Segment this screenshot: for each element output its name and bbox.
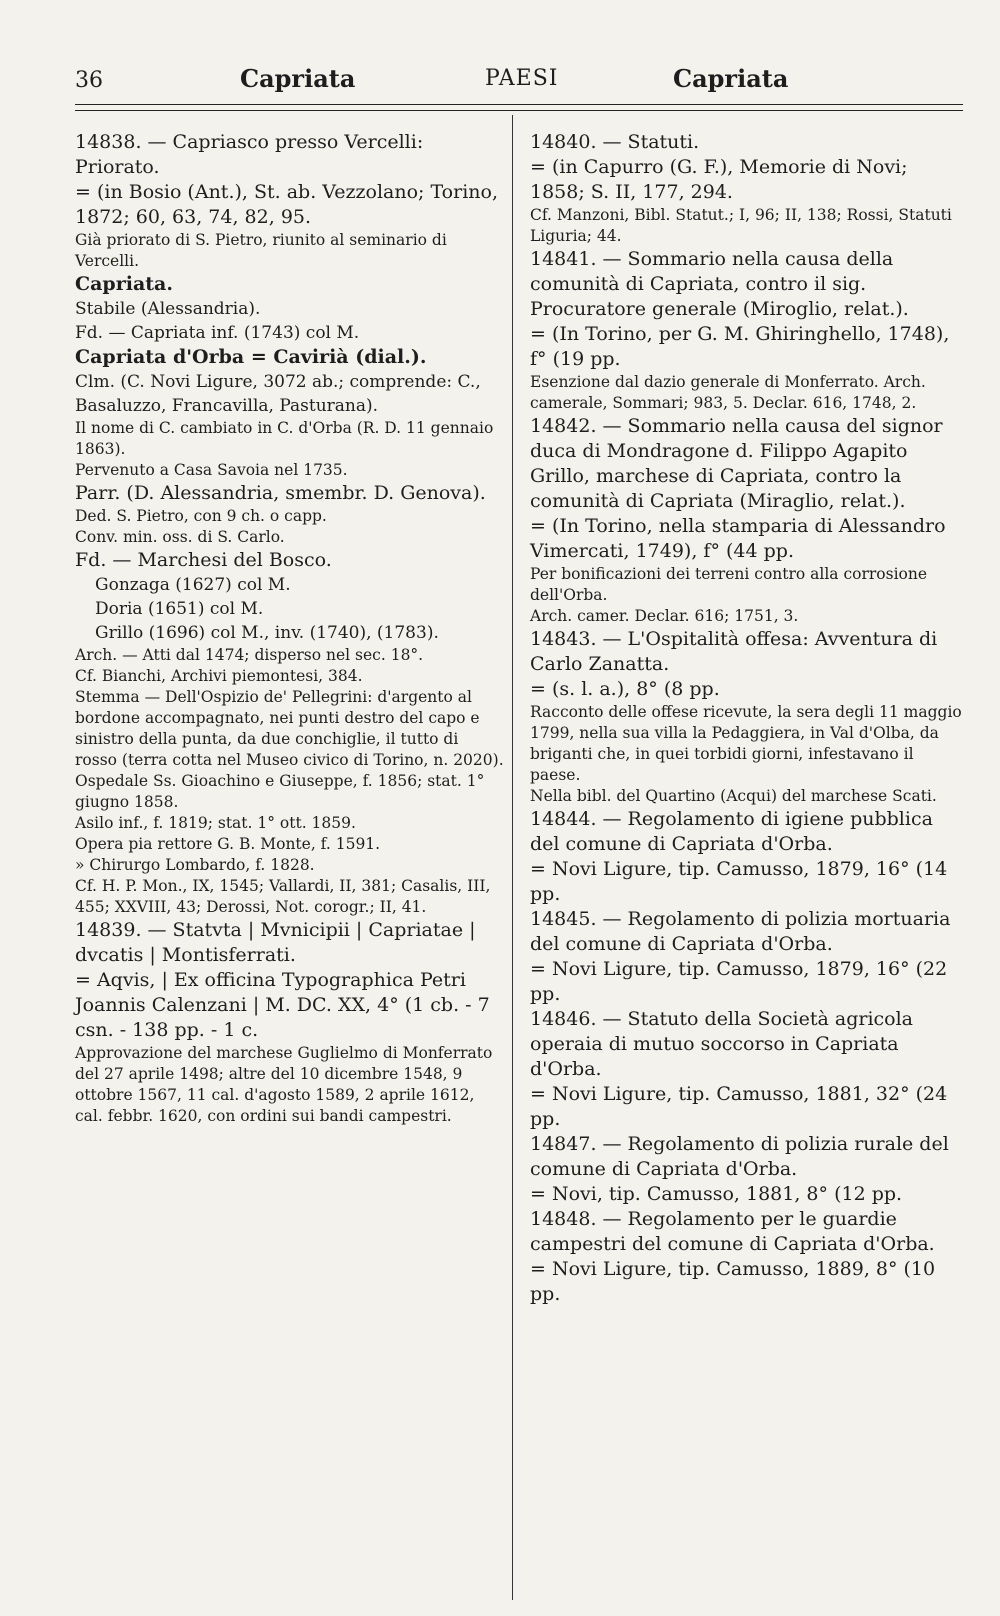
right-column-entry: 14848. — Regolamento per le guardie campestri del comune di Capriata d'Orba. <box>530 1208 935 1255</box>
left-column-entry: Ded. S. Pietro, con 9 ch. o capp. <box>75 507 327 525</box>
right-column-entry: = (in Capurro (G. F.), Memorie di Novi; 1858; S. II, 177, 294. <box>530 156 908 203</box>
right-column-entry: Nella bibl. del Quartino (Acqui) del marchese Scati. <box>530 787 937 805</box>
right-column-entry: Arch. camer. Declar. 616; 1751, 3. <box>530 607 799 625</box>
page-number: 36 <box>75 68 103 93</box>
left-column-entry: Pervenuto a Casa Savoia nel 1735. <box>75 461 348 479</box>
left-column-entry: Stabile (Alessandria). <box>75 299 261 319</box>
left-column-entry: Asilo inf., f. 1819; stat. 1° ott. 1859. <box>75 814 356 832</box>
left-column-entry: Conv. min. oss. di S. Carlo. <box>75 528 285 546</box>
right-column-entry: 14845. — Regolamento di polizia mortuaria del comune di Capriata d'Orba. <box>530 908 951 955</box>
left-column-entry: Opera pia rettore G. B. Monte, f. 1591. <box>75 835 381 853</box>
running-title-center: PAESI <box>485 66 559 91</box>
left-column-entry: 14839. — Statvta | Mvnicipii | Capriatae | dvcatis | Montisferrati. <box>75 919 476 966</box>
left-column-entry: Stemma — Dell'Ospizio de' Pellegrini: d'argento al bordone accompagnato, nei punti destro del capo e sinistro della punta, da due conchiglie, il tutto di rosso (terra cotta nel Museo civico di Torino, n. 2020). <box>75 688 504 769</box>
right-column-entry: = (s. l. a.), 8° (8 pp. <box>530 678 720 700</box>
left-column-entry: Il nome di C. cambiato in C. d'Orba (R. D. 11 gennaio 1863). <box>75 419 494 458</box>
left-column-entry: Capriata. <box>75 273 173 295</box>
running-title-right: Capriata <box>673 64 789 93</box>
left-column <box>75 130 505 1127</box>
right-column-entry: Per bonificazioni dei terreni contro alla corrosione dell'Orba. <box>530 565 928 604</box>
right-column <box>530 130 962 1307</box>
right-column-entry: = (In Torino, nella stamparia di Alessandro Vimercati, 1749), f° (44 pp. <box>530 515 946 562</box>
column-divider <box>512 115 513 1600</box>
left-column-entry: Clm. (C. Novi Ligure, 3072 ab.; comprende: C., Basaluzzo, Francavilla, Pasturana). <box>75 372 481 416</box>
running-title-left: Capriata <box>240 64 356 93</box>
right-column-entry: = Novi, tip. Camusso, 1881, 8° (12 pp. <box>530 1183 903 1205</box>
right-column-entry: Cf. Manzoni, Bibl. Statut.; I, 96; II, 138; Rossi, Statuti Liguria; 44. <box>530 206 952 245</box>
header-rule-thin <box>75 110 963 111</box>
left-column-entry: Fd. — Capriata inf. (1743) col M. <box>75 323 360 343</box>
left-column-entry: = (in Bosio (Ant.), St. ab. Vezzolano; Torino, 1872; 60, 63, 74, 82, 95. <box>75 181 498 228</box>
right-column-entry: 14840. — Statuti. <box>530 131 700 153</box>
left-column-entry: Grillo (1696) col M., inv. (1740), (1783). <box>95 623 439 643</box>
right-column-entry: 14847. — Regolamento di polizia rurale del comune di Capriata d'Orba. <box>530 1133 949 1180</box>
left-column-entry: Cf. Bianchi, Archivi piemontesi, 384. <box>75 667 363 685</box>
right-column-entry: 14843. — L'Ospitalità offesa: Avventura di Carlo Zanatta. <box>530 628 938 675</box>
right-column-entry: Racconto delle offese ricevute, la sera degli 11 maggio 1799, nella sua villa la Pedaggiera, in Val d'Olba, da briganti che, in quei torbidi giorni, infestavano il paese. <box>530 703 962 784</box>
left-column-entry: Capriata d'Orba = Cavirià (dial.). <box>75 346 427 368</box>
left-column-entry: Parr. (D. Alessandria, smembr. D. Genova). <box>75 482 486 504</box>
right-column-entry: = Novi Ligure, tip. Camusso, 1879, 16° (14 pp. <box>530 858 948 905</box>
left-column-entry: Già priorato di S. Pietro, riunito al seminario di Vercelli. <box>75 231 447 270</box>
right-column-entry: = Novi Ligure, tip. Camusso, 1889, 8° (10 pp. <box>530 1258 936 1305</box>
left-column-entry: Cf. H. P. Mon., IX, 1545; Vallardi, II, 381; Casalis, III, 455; XXVIII, 43; Derossi, Not. corogr.; II, 41. <box>75 877 491 916</box>
right-column-entry: = Novi Ligure, tip. Camusso, 1881, 32° (24 pp. <box>530 1083 948 1130</box>
page-header <box>75 62 955 102</box>
right-column-entry: Esenzione dal dazio generale di Monferrato. Arch. camerale, Sommari; 983, 5. Declar. 616, 1748, 2. <box>530 373 926 412</box>
right-column-entry: 14842. — Sommario nella causa del signor duca di Mondragone d. Filippo Agapito Grillo, marchese di Capriata, contro la comunità di Capriata (Miraglio, relat.). <box>530 415 943 512</box>
left-column-entry: Arch. — Atti dal 1474; disperso nel sec. 18°. <box>75 646 424 664</box>
left-column-entry: Ospedale Ss. Gioachino e Giuseppe, f. 1856; stat. 1° giugno 1858. <box>75 772 485 811</box>
left-column-entry: » Chirurgo Lombardo, f. 1828. <box>75 856 315 874</box>
left-column-entry: = Aqvis, | Ex officina Typographica Petri Joannis Calenzani | M. DC. XX, 4° (1 cb. - 7 csn. - 138 pp. - 1 c. <box>75 969 490 1041</box>
right-column-entry: = Novi Ligure, tip. Camusso, 1879, 16° (22 pp. <box>530 958 948 1005</box>
right-column-entry: 14844. — Regolamento di igiene pubblica del comune di Capriata d'Orba. <box>530 808 933 855</box>
left-column-entry: Approvazione del marchese Guglielmo di Monferrato del 27 aprile 1498; altre del 10 dicembre 1548, 9 ottobre 1567, 11 cal. d'agosto 1589, 2 aprile 1612, cal. febbr. 1620, con ordini sui bandi campestri. <box>75 1044 493 1125</box>
left-column-entry: 14838. — Capriasco presso Vercelli: Priorato. <box>75 131 424 178</box>
right-column-entry: 14841. — Sommario nella causa della comunità di Capriata, contro il sig. Procuratore generale (Miroglio, relat.). <box>530 248 909 320</box>
left-column-entry: Fd. — Marchesi del Bosco. <box>75 549 332 571</box>
left-column-entry: Doria (1651) col M. <box>95 599 264 619</box>
header-rule <box>75 104 963 105</box>
right-column-entry: 14846. — Statuto della Società agricola operaia di mutuo soccorso in Capriata d'Orba. <box>530 1008 914 1080</box>
right-column-entry: = (In Torino, per G. M. Ghiringhello, 1748), f° (19 pp. <box>530 323 950 370</box>
left-column-entry: Gonzaga (1627) col M. <box>95 575 291 595</box>
